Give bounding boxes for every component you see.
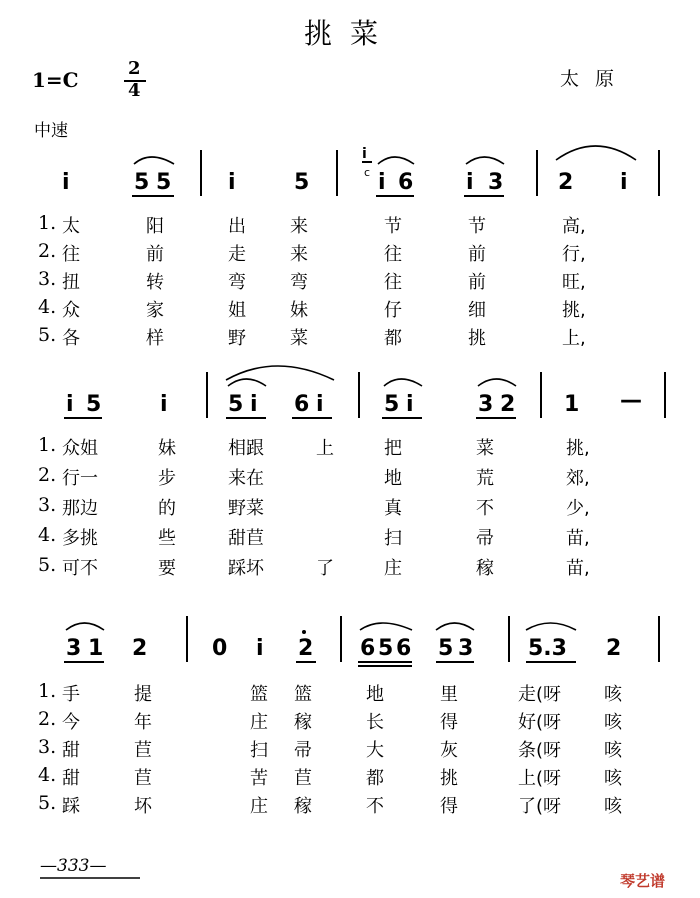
lyric: 里: [440, 684, 458, 705]
lyric: 弯: [290, 272, 308, 293]
watermark-logo: 琴艺谱: [620, 872, 666, 890]
lyric: 稼: [294, 712, 312, 733]
lyric: 篮: [294, 684, 312, 705]
note: 5: [228, 392, 244, 417]
note: 6: [360, 636, 376, 661]
lyric: 少,: [566, 498, 590, 519]
lyric: 踩: [62, 796, 80, 817]
lyric: 样: [146, 328, 164, 349]
slur: [436, 623, 474, 630]
lyric: 来: [290, 216, 308, 237]
slur: [360, 623, 412, 630]
lyric: 上: [316, 438, 334, 459]
lyric: 灰: [440, 740, 458, 761]
lyric: 野: [228, 328, 246, 349]
lyric: 上(呀: [518, 768, 562, 789]
lyric: 高,: [562, 216, 586, 237]
note: 3: [458, 636, 474, 661]
note: 2: [606, 636, 622, 661]
note: i: [316, 392, 324, 417]
note: i: [466, 170, 474, 195]
lyric: 走: [228, 244, 246, 265]
lyric: 细: [468, 300, 486, 321]
lyric: 大: [366, 740, 384, 761]
lyric: 节: [384, 216, 402, 237]
verse-number: 5.: [38, 792, 57, 814]
note: i: [62, 170, 70, 195]
note: 3: [66, 636, 82, 661]
lyric: 手: [62, 684, 80, 705]
lyric: 前: [468, 272, 486, 293]
page-number: —333—: [40, 856, 107, 876]
lyric: 了: [316, 558, 334, 579]
note: 2: [132, 636, 148, 661]
lyric: 转: [146, 272, 164, 293]
slur: [466, 157, 504, 164]
lyric: 帚: [476, 528, 494, 549]
verse-number: 5.: [38, 554, 57, 576]
note: 5: [294, 170, 310, 195]
lyric: 咳: [604, 684, 622, 705]
verse-number: 4.: [38, 764, 57, 786]
verse-number: 4.: [38, 524, 57, 546]
note: 0: [212, 636, 228, 661]
note: 6: [398, 170, 414, 195]
verse-number: 2.: [38, 464, 57, 486]
lyric: 仔: [384, 300, 402, 321]
lyric: 都: [384, 328, 402, 349]
lyric: 得: [440, 712, 458, 733]
lyric: 要: [158, 558, 176, 579]
lyric: 步: [158, 468, 176, 489]
lyric: 往: [384, 244, 402, 265]
lyric: 长: [366, 712, 384, 733]
lyric: 甜: [62, 740, 80, 761]
lyric: 行,: [562, 244, 586, 265]
lyric: 不: [366, 796, 384, 817]
time-signature-top: 2: [128, 58, 141, 79]
verse-number: 1.: [38, 212, 57, 234]
lyric: 旺,: [562, 272, 586, 293]
lyric: 节: [468, 216, 486, 237]
note: i: [378, 170, 386, 195]
note: i: [160, 392, 168, 417]
note: 5: [156, 170, 172, 195]
lyric: 挑,: [566, 438, 590, 459]
note: 5: [384, 392, 400, 417]
lyric: 扭: [62, 272, 80, 293]
lyric: 咳: [604, 796, 622, 817]
lyric: 多挑: [62, 528, 98, 549]
lyric: 扫: [384, 528, 402, 549]
lyric: 些: [158, 528, 176, 549]
slur: [526, 623, 576, 630]
note: 1: [564, 392, 580, 417]
dash: —: [620, 388, 642, 413]
note: i: [620, 170, 628, 195]
verse-number: 2.: [38, 240, 57, 262]
lyric: 野菜: [228, 498, 264, 519]
lyric: 真: [384, 498, 402, 519]
lyric: 姐: [228, 300, 246, 321]
lyric: 篮: [250, 684, 268, 705]
verse-number: 1.: [38, 680, 57, 702]
verse-number: 1.: [38, 434, 57, 456]
lyric: 挑,: [562, 300, 586, 321]
lyric: 荒: [476, 468, 494, 489]
verse-number: 3.: [38, 494, 57, 516]
lyric: 提: [134, 684, 152, 705]
slur: [226, 366, 334, 380]
lyric: 今: [62, 712, 80, 733]
lyric: 家: [146, 300, 164, 321]
lyric: 苗,: [566, 558, 590, 579]
lyric: 可不: [62, 558, 98, 579]
note: 6: [294, 392, 310, 417]
lyric: 不: [476, 498, 494, 519]
lyric: 往: [384, 272, 402, 293]
lyric: 菜: [290, 328, 308, 349]
lyric: 帚: [294, 740, 312, 761]
lyric: 把: [384, 438, 402, 459]
note: 2: [298, 636, 314, 661]
lyric: 咳: [604, 712, 622, 733]
verse-number: 3.: [38, 268, 57, 290]
slur: [384, 379, 422, 386]
note: 5.3: [528, 636, 567, 661]
lyric: 往: [62, 244, 80, 265]
verse-number: 3.: [38, 736, 57, 758]
grace-mark: c: [364, 166, 371, 179]
verse-number: 2.: [38, 708, 57, 730]
verse-number: 5.: [38, 324, 57, 346]
slur: [478, 379, 516, 386]
octave-dot: [302, 630, 306, 634]
lyric: 上,: [562, 328, 586, 349]
note: i: [256, 636, 264, 661]
origin-label: 太原: [560, 68, 631, 90]
lyric: 年: [134, 712, 152, 733]
note: 1: [88, 636, 104, 661]
lyric: 前: [146, 244, 164, 265]
lyric: 庄: [250, 712, 268, 733]
verse-number: 4.: [38, 296, 57, 318]
lyric: 妹: [290, 300, 308, 321]
key-signature: 1=C: [32, 68, 79, 92]
lyric: 苣: [294, 768, 312, 789]
note: 6: [396, 636, 412, 661]
note: i: [406, 392, 414, 417]
lyric: 坏: [134, 796, 152, 817]
note: 5: [378, 636, 394, 661]
lyric: 地: [366, 684, 384, 705]
lyric: 苦: [250, 768, 268, 789]
lyric: 好(呀: [518, 712, 562, 733]
slur: [228, 379, 266, 386]
time-signature-bottom: 4: [128, 80, 141, 101]
lyric: 苣: [134, 768, 152, 789]
lyric: 走(呀: [518, 684, 562, 705]
grace-note: i: [362, 146, 367, 162]
lyric: 庄: [384, 558, 402, 579]
lyric: 稼: [476, 558, 494, 579]
note: 3: [488, 170, 504, 195]
lyric: 庄: [250, 796, 268, 817]
slur: [134, 157, 174, 164]
lyric: 那边: [62, 498, 98, 519]
lyric: 咳: [604, 768, 622, 789]
note: 3: [478, 392, 494, 417]
lyric: 来在: [228, 468, 264, 489]
lyric: 的: [158, 498, 176, 519]
note: 5: [86, 392, 102, 417]
slur: [66, 623, 104, 630]
lyric: 菜: [476, 438, 494, 459]
lyric: 挑: [440, 768, 458, 789]
lyric: 挑: [468, 328, 486, 349]
slur: [556, 146, 636, 160]
tempo-marking: 中速: [34, 121, 68, 141]
note: i: [66, 392, 74, 417]
lyric: 咳: [604, 740, 622, 761]
note: 5: [134, 170, 150, 195]
lyric: 踩坏: [228, 558, 264, 579]
lyric: 了(呀: [518, 796, 562, 817]
lyric: 甜苣: [228, 528, 264, 549]
note: 2: [558, 170, 574, 195]
lyric: 苣: [134, 740, 152, 761]
lyric: 得: [440, 796, 458, 817]
lyric: 阳: [146, 216, 164, 237]
lyric: 众姐: [62, 438, 98, 459]
lyric: 甜: [62, 768, 80, 789]
lyric: 郊,: [566, 468, 590, 489]
lyric: 前: [468, 244, 486, 265]
lyric: 行一: [62, 468, 98, 489]
note: 5: [438, 636, 454, 661]
lyric: 来: [290, 244, 308, 265]
lyric: 妹: [158, 438, 176, 459]
lyric: 都: [366, 768, 384, 789]
lyric: 地: [384, 468, 402, 489]
lyric: 弯: [228, 272, 246, 293]
lyric: 众: [62, 300, 80, 321]
lyric: 稼: [294, 796, 312, 817]
lyric: 太: [62, 216, 80, 237]
slur: [378, 157, 414, 164]
lyric: 各: [62, 328, 80, 349]
page-title: 挑菜: [303, 17, 396, 50]
lyric: 相跟: [228, 438, 264, 459]
note: i: [250, 392, 258, 417]
lyric: 扫: [250, 740, 268, 761]
lyric: 条(呀: [518, 740, 562, 761]
note: 2: [500, 392, 516, 417]
lyric: 苗,: [566, 528, 590, 549]
lyric: 出: [228, 216, 246, 237]
note: i: [228, 170, 236, 195]
